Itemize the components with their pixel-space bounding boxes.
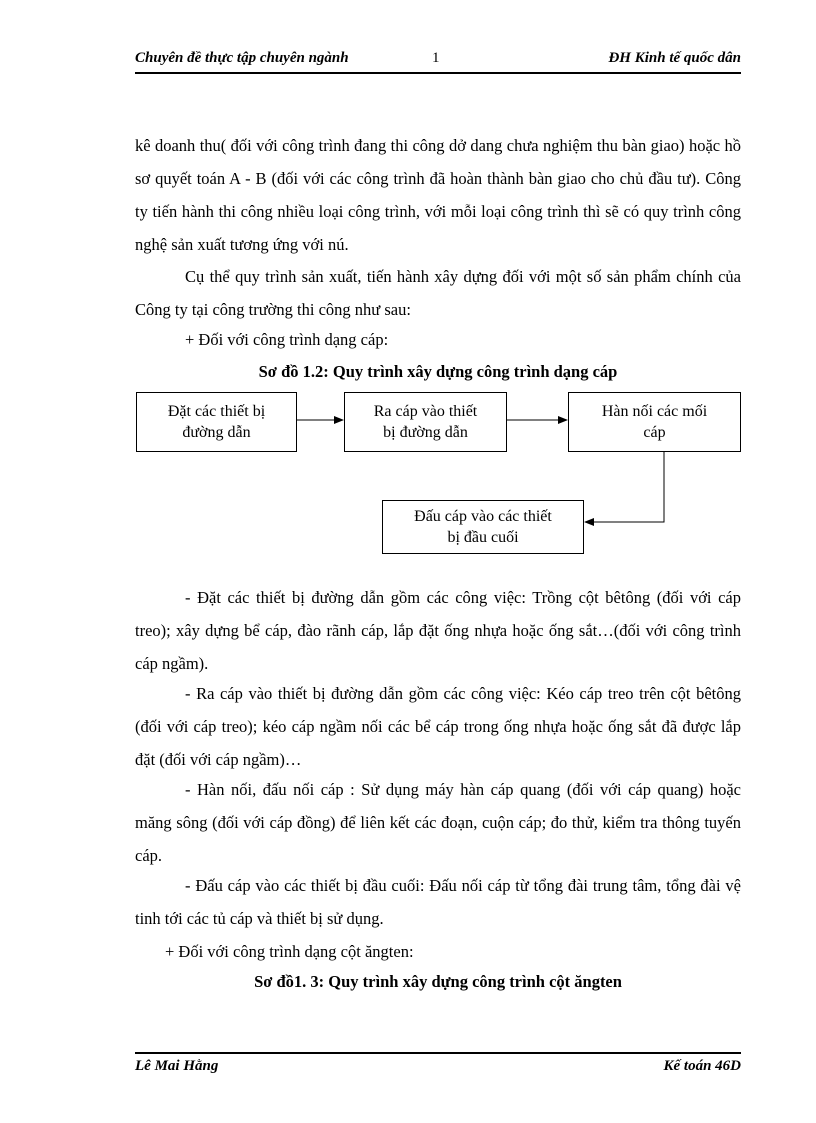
step-box-text: cáp — [643, 424, 666, 441]
step-box-text: Ra cáp vào thiết — [373, 403, 478, 420]
footer-author: Lê Mai Hằng — [135, 1058, 219, 1074]
paragraph-1: kê doanh thu( đối với công trình đang thi công dở dang chưa nghiệm thu bàn giao) hoặc hồ sơ quyết toán A - B (đối với các công trình đã hoàn thành bàn giao cho chủ đầu tư). Công ty tiến hành thi công nhiều loại công trình, với mỗi loại công trình thì sẽ có quy trình công nghệ sản xuất tương ứng với nú. — [135, 136, 741, 254]
list-item-cable: + Đối với công trình dạng cáp: — [185, 330, 389, 349]
paragraph-2: Cụ thể quy trình sản xuất, tiến hành xây dựng đối với một số sản phẩm chính của Công ty tại công trường thi công như sau: — [135, 267, 741, 319]
diagram-caption-1-3: Sơ đồ1. 3: Quy trình xây dựng công trình cột ăngten — [254, 972, 622, 991]
paragraph-3: - Đặt các thiết bị đường dẫn gồm các công việc: Trồng cột bêtông (đối với cáp treo); xây dựng bể cáp, đào rãnh cáp, lắp đặt ống nhựa hoặc ống sắt…(đối với công trình cáp ngầm). — [135, 588, 741, 673]
step-box-text: đường dẫn — [182, 424, 251, 441]
step-box-text: Đặt các thiết bị — [167, 403, 266, 420]
step-box-place-conduits — [136, 392, 297, 452]
page-number: 1 — [432, 50, 440, 66]
page-footer — [135, 1052, 741, 1080]
paragraph-5: - Hàn nối, đấu nối cáp : Sử dụng máy hàn cáp quang (đối với cáp quang) hoặc măng sông (đối với cáp đồng) để liên kết các đoạn, cuộn cáp; đo thử, kiểm tra thông tuyến cáp. — [135, 780, 741, 865]
step-box-text: bị đầu cuối — [447, 529, 519, 546]
header-university: ĐH Kinh tế quốc dân — [608, 50, 741, 66]
step-box-text: bị đường dẫn — [383, 424, 468, 441]
paragraph-6: - Đấu cáp vào các thiết bị đầu cuối: Đấu nối cáp từ tổng đài trung tâm, tổng đài vệ tinh tới các tủ cáp và thiết bị sử dụng. — [135, 876, 741, 928]
step-box-splice-joints — [568, 392, 741, 452]
list-item-antenna: + Đối với công trình dạng cột ăngten: — [165, 942, 414, 961]
footer-class: Kế toán 46D — [663, 1058, 741, 1074]
header-course-title: Chuyên đề thực tập chuyên ngành — [135, 50, 349, 66]
step-box-terminate-cable — [382, 500, 584, 554]
step-box-pull-cable — [344, 392, 507, 452]
arrow-3-to-4 — [585, 452, 664, 522]
step-box-text: Hàn nối các mối — [601, 403, 708, 420]
diagram-caption-1-2: Sơ đồ 1.2: Quy trình xây dựng công trình dạng cáp — [258, 362, 618, 381]
paragraph-4: - Ra cáp vào thiết bị đường dẫn gồm các công việc: Kéo cáp treo trên cột bêtông (đối với cáp treo); kéo cáp ngầm nối các bể cáp trong ống nhựa hoặc ống sắt đã được lắp đặt (đối với cáp ngầm)… — [135, 684, 741, 769]
step-box-text: Đấu cáp vào các thiết — [414, 508, 552, 525]
